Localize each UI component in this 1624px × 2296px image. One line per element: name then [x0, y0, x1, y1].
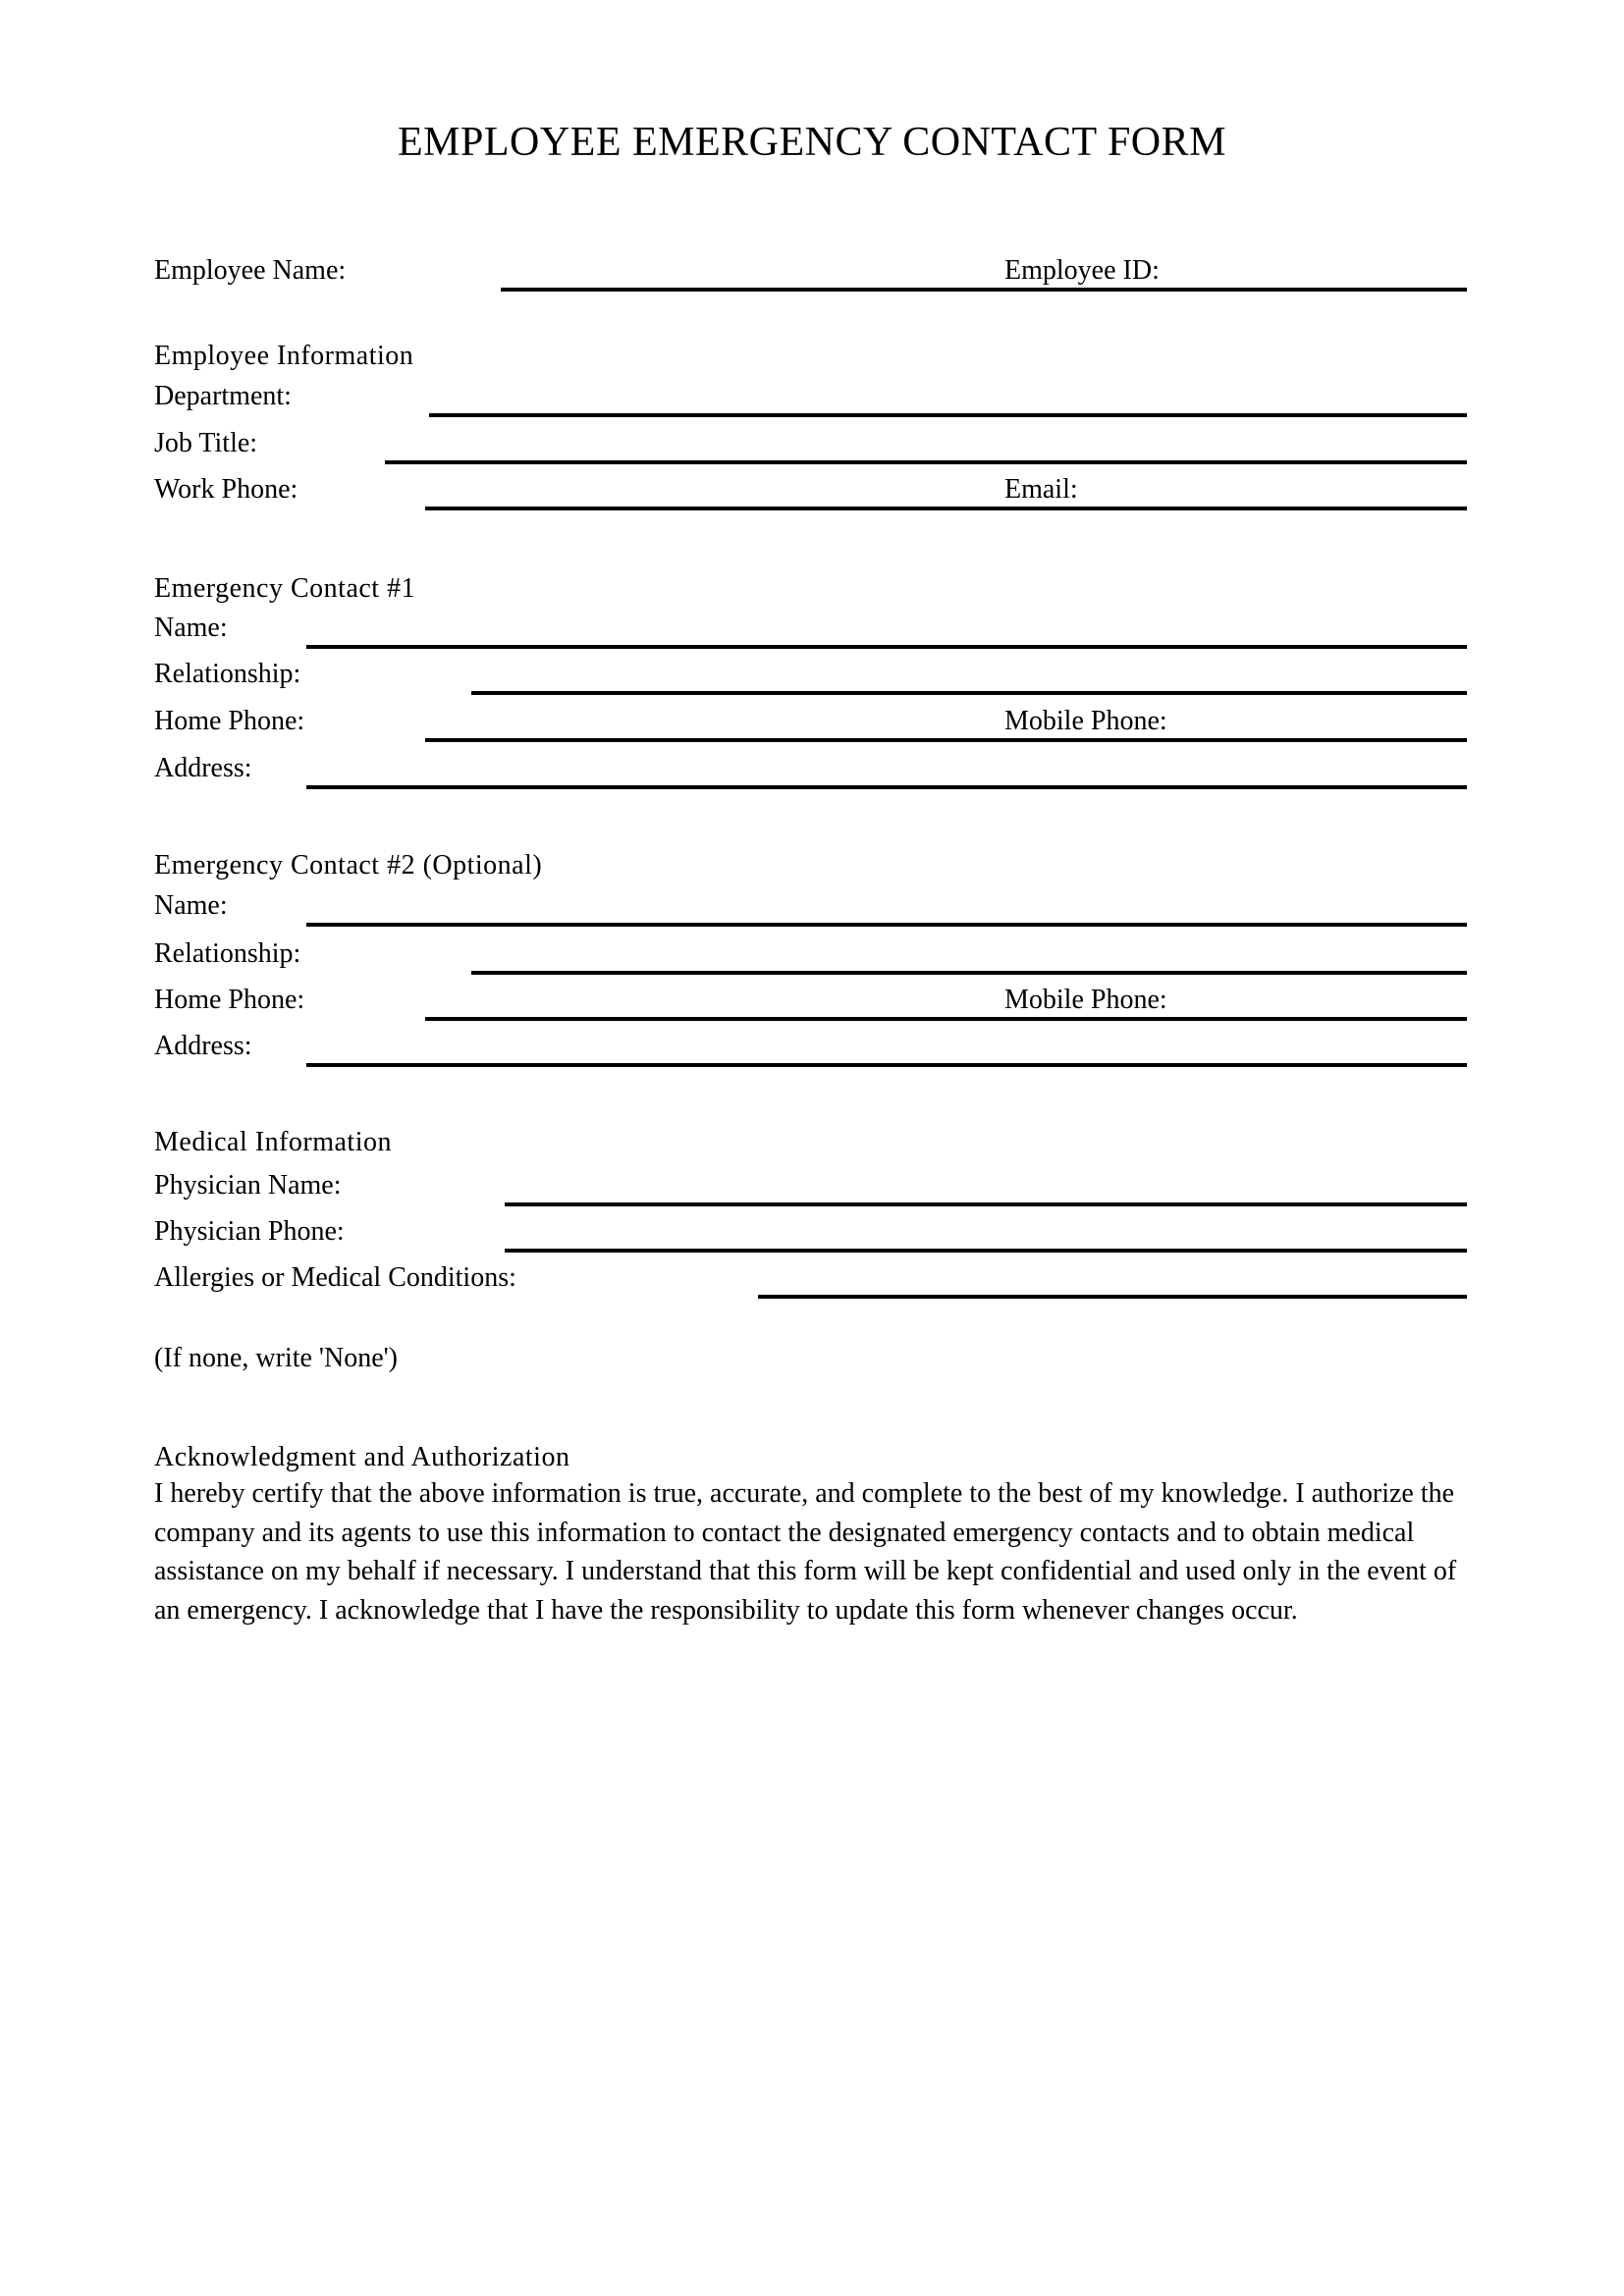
department-label: Department: — [154, 381, 292, 411]
field-row-department — [154, 372, 1467, 417]
field-row-contact2-address — [154, 1022, 1467, 1067]
contact2-home-phone-label: Home Phone: — [154, 985, 305, 1015]
section-heading-emergency-contact-1: Emergency Contact #1 — [154, 573, 416, 604]
field-row-contact1-address — [154, 744, 1467, 789]
contact1-mobile-phone-label: Mobile Phone: — [1004, 706, 1167, 736]
employee-id-label: Employee ID: — [1004, 255, 1160, 286]
contact1-address-label: Address: — [154, 753, 252, 783]
physician-name-label: Physician Name: — [154, 1170, 342, 1201]
field-row-physician-phone — [154, 1207, 1467, 1253]
field-row-physician-name — [154, 1161, 1467, 1206]
contact2-address-input-line[interactable] — [306, 1063, 1467, 1067]
field-row-work-phone — [154, 465, 1467, 510]
field-row-contact1-name — [154, 604, 1467, 649]
contact1-relationship-input-line[interactable] — [471, 691, 1467, 695]
employee-name-label: Employee Name: — [154, 255, 347, 286]
contact2-mobile-phone-label: Mobile Phone: — [1004, 985, 1167, 1015]
physician-name-input-line[interactable] — [505, 1202, 1467, 1206]
contact1-relationship-label: Relationship: — [154, 659, 301, 689]
work-phone-email-input-line[interactable] — [425, 507, 1467, 510]
contact1-home-phone-label: Home Phone: — [154, 706, 305, 736]
acknowledgment-line-4: an emergency. I acknowledge that I have the responsibility to update this form whenever changes occur. — [154, 1594, 1298, 1626]
contact2-name-label: Name: — [154, 890, 228, 921]
contact2-relationship-label: Relationship: — [154, 938, 301, 969]
acknowledgment-line-2: company and its agents to use this information to contact the designated emergency contacts and to obtain medical — [154, 1517, 1415, 1548]
allergies-input-line[interactable] — [758, 1295, 1467, 1299]
field-row-allergies — [154, 1254, 1467, 1299]
section-heading-employee-information: Employee Information — [154, 341, 414, 371]
contact2-address-label: Address: — [154, 1031, 252, 1061]
contact2-relationship-input-line[interactable] — [471, 971, 1467, 975]
work-phone-label: Work Phone: — [154, 474, 298, 505]
allergies-note: (If none, write 'None') — [154, 1343, 398, 1373]
job-title-input-line[interactable] — [385, 460, 1467, 464]
contact1-phones-input-line[interactable] — [425, 738, 1467, 742]
contact1-name-input-line[interactable] — [306, 645, 1467, 649]
section-heading-medical-information: Medical Information — [154, 1127, 392, 1157]
contact2-name-input-line[interactable] — [306, 923, 1467, 927]
email-label: Email: — [1004, 474, 1078, 505]
job-title-label: Job Title: — [154, 428, 258, 458]
contact1-address-input-line[interactable] — [306, 785, 1467, 789]
field-row-job-title — [154, 419, 1467, 464]
department-input-line[interactable] — [429, 413, 1467, 417]
field-row-contact1-home-phone — [154, 697, 1467, 742]
field-row-contact1-relationship — [154, 650, 1467, 695]
employee-name-id-input-line[interactable] — [501, 288, 1467, 292]
contact2-phones-input-line[interactable] — [425, 1017, 1467, 1021]
physician-phone-label: Physician Phone: — [154, 1216, 345, 1247]
field-row-employee-name — [154, 246, 1467, 292]
acknowledgment-line-3: assistance on my behalf if necessary. I understand that this form will be kept confidential and used only in the event of — [154, 1556, 1457, 1586]
field-row-contact2-name — [154, 881, 1467, 927]
contact1-name-label: Name: — [154, 613, 228, 643]
field-row-contact2-relationship — [154, 930, 1467, 975]
physician-phone-input-line[interactable] — [505, 1249, 1467, 1253]
allergies-label: Allergies or Medical Conditions: — [154, 1262, 516, 1293]
acknowledgment-line-1: I hereby certify that the above information is true, accurate, and complete to the best of my knowledge. I authorize the — [154, 1478, 1455, 1509]
form-title: EMPLOYEE EMERGENCY CONTACT FORM — [397, 120, 1226, 165]
section-heading-emergency-contact-2: Emergency Contact #2 (Optional) — [154, 850, 543, 881]
section-heading-acknowledgment: Acknowledgment and Authorization — [154, 1442, 570, 1472]
acknowledgment-paragraph — [154, 1474, 1467, 1629]
field-row-contact2-home-phone — [154, 976, 1467, 1021]
